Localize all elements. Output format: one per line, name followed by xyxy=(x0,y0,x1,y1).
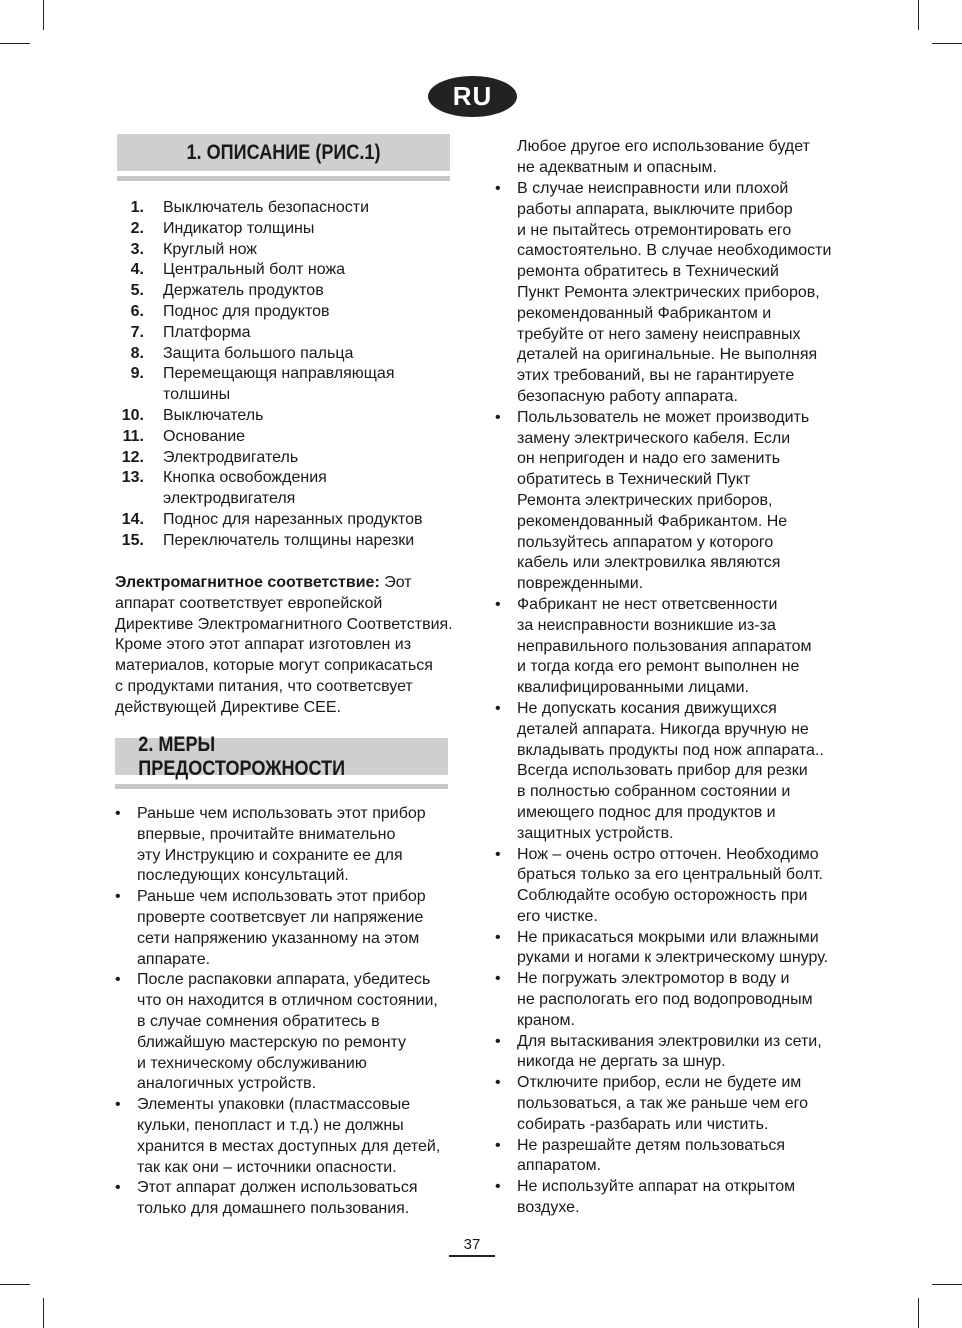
bullet-line: рекомендованный Фабрикантом и xyxy=(517,304,772,322)
bullet-text xyxy=(517,1177,840,1219)
crop-mark xyxy=(918,1298,919,1328)
bullet-line: Этот аппарат должен использоваться xyxy=(137,1179,418,1197)
bullet-line: кульки, пенопласт и т.д.) не должны xyxy=(137,1116,404,1134)
page-number-rule xyxy=(449,1255,495,1257)
section1-item xyxy=(112,219,443,240)
item-number: 8. xyxy=(130,344,144,362)
bullet-line: защитных устройств. xyxy=(517,824,674,842)
bullet-icon: • xyxy=(115,805,121,822)
bullet-line: аппарате. xyxy=(137,950,211,968)
crop-mark xyxy=(0,43,30,44)
bullet-line: пользоваться, а так же раньше чем его xyxy=(517,1095,809,1113)
bullet-line: ремонта обратитесь в Технический xyxy=(517,263,779,281)
continuation-line: не адекватным и опасным. xyxy=(517,158,717,176)
emc-line: аппарат соответствует европейской xyxy=(115,594,383,612)
bullet-line: аналогичных устройств. xyxy=(137,1075,317,1093)
bullet-text xyxy=(517,1032,840,1074)
section1-item xyxy=(112,468,443,510)
crop-mark xyxy=(43,0,44,30)
bullet-item xyxy=(495,179,840,408)
bullet-line: и техническому обслуживанию xyxy=(137,1054,367,1072)
item-number: 1. xyxy=(130,199,144,216)
section1-item xyxy=(112,427,443,448)
bullet-line: Не прикасаться мокрыми или влажными xyxy=(517,928,819,946)
left-bullet-list xyxy=(115,804,455,1220)
bullet-line: Отключите прибор, если не будете им xyxy=(517,1074,802,1092)
section1-list xyxy=(112,198,443,552)
bullet-line: В случае неисправности или плохой xyxy=(517,180,789,197)
section1-item xyxy=(112,406,443,427)
emc-line: Эот xyxy=(379,574,412,591)
bullet-line: Нож – очень остро отточен. Необходимо xyxy=(517,845,819,863)
crop-mark xyxy=(43,1298,44,1328)
section1-rule xyxy=(117,176,450,181)
bullet-line: Польльзователь не может производить xyxy=(517,408,810,426)
bullet-line: браться только за его центральный болт. xyxy=(517,866,823,884)
item-number: 10. xyxy=(121,406,144,424)
continuation-line: Любое другое его использование будет xyxy=(517,138,810,155)
bullet-line: Раньше чем использовать этот прибор xyxy=(137,805,426,822)
bullet-line: и не пытайтесь отремонтировать его xyxy=(517,221,792,239)
item-number: 7. xyxy=(130,323,144,341)
bullet-text xyxy=(517,928,840,970)
emc-line: Директиве Электромагнитного Соответствия. xyxy=(115,615,453,633)
language-badge: RU xyxy=(428,76,517,117)
bullet-text xyxy=(137,804,455,887)
bullet-line: безопасную работу аппарата. xyxy=(517,387,738,405)
section1-header xyxy=(117,134,450,171)
bullet-line: не распологать его под водопроводным xyxy=(517,991,813,1009)
bullet-text xyxy=(517,179,840,408)
bullet-line: кабель или электровилка являются xyxy=(517,554,781,572)
bullet-text xyxy=(517,1073,840,1135)
bullet-line: неправильного пользования аппаратом xyxy=(517,637,812,655)
item-text: Поднос для продуктов xyxy=(163,302,330,320)
item-text: Держатель продуктов xyxy=(163,282,324,300)
bullet-icon: • xyxy=(495,1032,501,1050)
section1-item xyxy=(112,448,443,469)
bullet-line: аппаратом. xyxy=(517,1157,602,1175)
section1-item xyxy=(112,302,443,323)
section2-rule xyxy=(115,784,448,789)
bullet-icon: • xyxy=(495,595,501,613)
bullet-icon: • xyxy=(495,928,501,946)
bullet-line: сети напряжению указанному на этом xyxy=(137,929,420,947)
bullet-line: Всегда использовать прибор для резки xyxy=(517,762,808,780)
section2-title: 2. МЕРЫ ПРЕДОСТОРОЖНОСТИ xyxy=(138,738,424,775)
item-text: Переключатель толщины нарезки xyxy=(163,531,415,549)
bullet-line: Не допускать косания движущихся xyxy=(517,699,777,717)
bullet-icon: • xyxy=(495,408,501,426)
emc-line: материалов, которые могут соприкасаться xyxy=(115,657,433,675)
section1-item xyxy=(112,198,443,219)
section1-item xyxy=(112,323,443,344)
bullet-item xyxy=(495,1073,840,1135)
bullet-line: поврежденными. xyxy=(517,575,644,593)
bullet-line: так как они – источники опасности. xyxy=(137,1158,397,1176)
bullet-line: самостоятельно. В случае необходимости xyxy=(517,242,832,260)
item-text: Основание xyxy=(163,427,246,445)
crop-mark xyxy=(0,1284,30,1285)
bullet-icon: • xyxy=(115,1096,121,1114)
bullet-line: пользуйтесь аппаратом у которого xyxy=(517,533,774,551)
bullet-text xyxy=(137,970,455,1095)
item-text: Защита большого пальца xyxy=(163,344,354,362)
bullet-icon: • xyxy=(495,970,501,988)
bullet-line: После распаковки аппарата, убедитесь xyxy=(137,971,431,989)
bullet-line: имеющего поднос для продуктов и xyxy=(517,803,776,821)
bullet-line: руками и ногами к электрическому шнуру. xyxy=(517,949,829,967)
bullet-line: собирать -разбарать или чистить. xyxy=(517,1115,769,1133)
bullet-text xyxy=(517,595,840,699)
item-number: 11. xyxy=(122,427,144,445)
section1-item xyxy=(112,260,443,281)
bullet-text xyxy=(137,1095,455,1178)
section1-title: 1. ОПИСАНИЕ (РИС.1) xyxy=(140,134,426,171)
bullet-line: замену электрического кабеля. Если xyxy=(517,429,791,447)
item-text: Перемещающя направляющая толшины xyxy=(163,365,395,404)
bullet-text xyxy=(137,1178,455,1220)
bullet-line: вкладывать продукты под нож аппарата.. xyxy=(517,741,824,759)
bullet-line: Не используйте аппарат на открытом xyxy=(517,1178,796,1196)
item-text: Выключатель xyxy=(163,406,264,424)
emc-paragraph xyxy=(115,573,460,719)
bullet-text xyxy=(517,408,840,595)
bullet-line: обратитесь в Технический Пукт xyxy=(517,471,751,489)
bullet-line: работы аппарата, выключите прибор xyxy=(517,200,793,218)
bullet-line: этих требований, вы не гарантируете xyxy=(517,367,795,385)
item-number: 3. xyxy=(130,240,144,258)
bullet-line: Соблюдайте особую осторожность при xyxy=(517,887,808,905)
bullet-item xyxy=(115,970,455,1095)
bullet-line: его чистке. xyxy=(517,907,598,925)
bullet-line: Не погружать электромотор в воду и xyxy=(517,970,790,988)
bullet-line: в случае сомнения обратитесь в xyxy=(137,1012,380,1030)
bullet-line: деталей аппарата. Никогда вручную не xyxy=(517,720,809,738)
bullet-icon: • xyxy=(495,180,501,197)
bullet-item xyxy=(115,804,455,887)
bullet-icon: • xyxy=(495,699,501,717)
bullet-line: краном. xyxy=(517,1011,575,1029)
bullet-item xyxy=(115,1095,455,1178)
bullet-icon: • xyxy=(495,1074,501,1092)
bullet-line: ближайшую мастерскую по ремонту xyxy=(137,1033,407,1051)
bullet-line: квалифицированными лицами. xyxy=(517,679,749,697)
bullet-line: рекомендованный Фабрикантом. Не xyxy=(517,512,788,530)
item-text: Кнопка освобождения электродвигателя xyxy=(163,469,327,508)
crop-mark xyxy=(932,43,962,44)
bullet-text xyxy=(517,969,840,1031)
item-number: 4. xyxy=(130,261,144,279)
emc-line: действующей Директиве CEE. xyxy=(115,698,341,716)
item-text: Поднос для нарезанных продуктов xyxy=(163,510,423,528)
bullet-text xyxy=(517,845,840,928)
bullet-item xyxy=(495,1032,840,1074)
bullet-item xyxy=(115,1178,455,1220)
bullet-line: Ремонта электрических приборов, xyxy=(517,491,773,509)
bullet-item xyxy=(495,1177,840,1219)
section2-header xyxy=(115,732,448,780)
item-number: 2. xyxy=(130,219,144,237)
bullet-line: в полностью собранном состоянии и xyxy=(517,783,791,801)
bullet-line: он непригоден и надо его заменить xyxy=(517,450,781,468)
bullet-line: и тогда когда его ремонт выполнен не xyxy=(517,658,800,676)
item-number: 9. xyxy=(130,365,144,383)
bullet-icon: • xyxy=(115,1179,121,1197)
item-number: 12. xyxy=(121,448,144,466)
bullet-line: никогда не дергать за шнур. xyxy=(517,1053,726,1071)
crop-mark xyxy=(918,0,919,30)
right-continuation xyxy=(517,137,847,179)
item-text: Индикатор толщины xyxy=(163,219,315,237)
bullet-icon: • xyxy=(495,1178,501,1196)
crop-mark xyxy=(932,1284,962,1285)
bullet-item xyxy=(495,699,840,845)
item-text: Электродвигатель xyxy=(163,448,299,466)
item-text: Центральный болт ножа xyxy=(163,261,346,279)
bullet-line: Раньше чем использовать этот прибор xyxy=(137,888,426,906)
bullet-line: Пункт Ремонта электрических приборов, xyxy=(517,283,820,301)
bullet-line: только для домашнего пользования. xyxy=(137,1200,410,1218)
item-number: 5. xyxy=(130,282,144,300)
bullet-line: Фабрикант не нест ответсвенности xyxy=(517,595,778,613)
emc-lead: Электромагнитное соответствие: xyxy=(115,574,380,591)
bullet-icon: • xyxy=(495,1136,501,1154)
item-number: 15. xyxy=(121,531,144,549)
item-number: 14. xyxy=(121,510,144,528)
section1-item xyxy=(112,510,443,531)
item-text: Выключатель безопасности xyxy=(163,199,369,216)
emc-line: Кроме этого этот аппарат изготовлен из xyxy=(115,636,412,654)
right-bullet-list xyxy=(495,179,840,1219)
bullet-text xyxy=(517,1136,840,1178)
bullet-text xyxy=(517,699,840,845)
bullet-line: последующих консультаций. xyxy=(137,867,349,885)
section1-item xyxy=(112,344,443,365)
bullet-icon: • xyxy=(115,971,121,989)
section1-item xyxy=(112,240,443,261)
item-text: Круглый нож xyxy=(163,240,257,258)
bullet-icon: • xyxy=(115,888,121,906)
section1-item xyxy=(112,281,443,302)
bullet-line: деталей на оригинальные. Не выполняя xyxy=(517,346,818,364)
bullet-line: требуйте от него замену неисправных xyxy=(517,325,801,343)
bullet-item xyxy=(495,845,840,928)
bullet-item xyxy=(495,595,840,699)
bullet-line: впервые, прочитайте внимательно xyxy=(137,825,396,843)
bullet-line: проверте соответсвует ли напряжение xyxy=(137,908,424,926)
item-number: 13. xyxy=(121,469,144,487)
bullet-item xyxy=(115,887,455,970)
bullet-line: воздухе. xyxy=(517,1199,580,1217)
section1-item xyxy=(112,364,443,406)
page-number: 37 xyxy=(463,1236,481,1253)
item-number: 6. xyxy=(130,302,144,320)
bullet-icon: • xyxy=(495,845,501,863)
bullet-line: Для вытаскивания электровилки из сети, xyxy=(517,1032,822,1050)
bullet-line: Не разрешайте детям пользоваться xyxy=(517,1136,786,1154)
emc-line: с продуктами питания, что соответсвует xyxy=(115,677,413,695)
bullet-item xyxy=(495,408,840,595)
section1-item xyxy=(112,531,443,552)
item-text: Платформа xyxy=(163,323,251,341)
bullet-line: что он находится в отличном состоянии, xyxy=(137,992,438,1010)
bullet-text xyxy=(137,887,455,970)
bullet-line: хранится в местах доступных для детей, xyxy=(137,1137,441,1155)
bullet-item xyxy=(495,928,840,970)
bullet-line: Элементы упаковки (пластмассовые xyxy=(137,1096,411,1114)
bullet-line: эту Инструкцию и сохраните ее для xyxy=(137,846,403,864)
bullet-line: за неисправности возникшие из-за xyxy=(517,616,776,634)
bullet-item xyxy=(495,1136,840,1178)
bullet-item xyxy=(495,969,840,1031)
